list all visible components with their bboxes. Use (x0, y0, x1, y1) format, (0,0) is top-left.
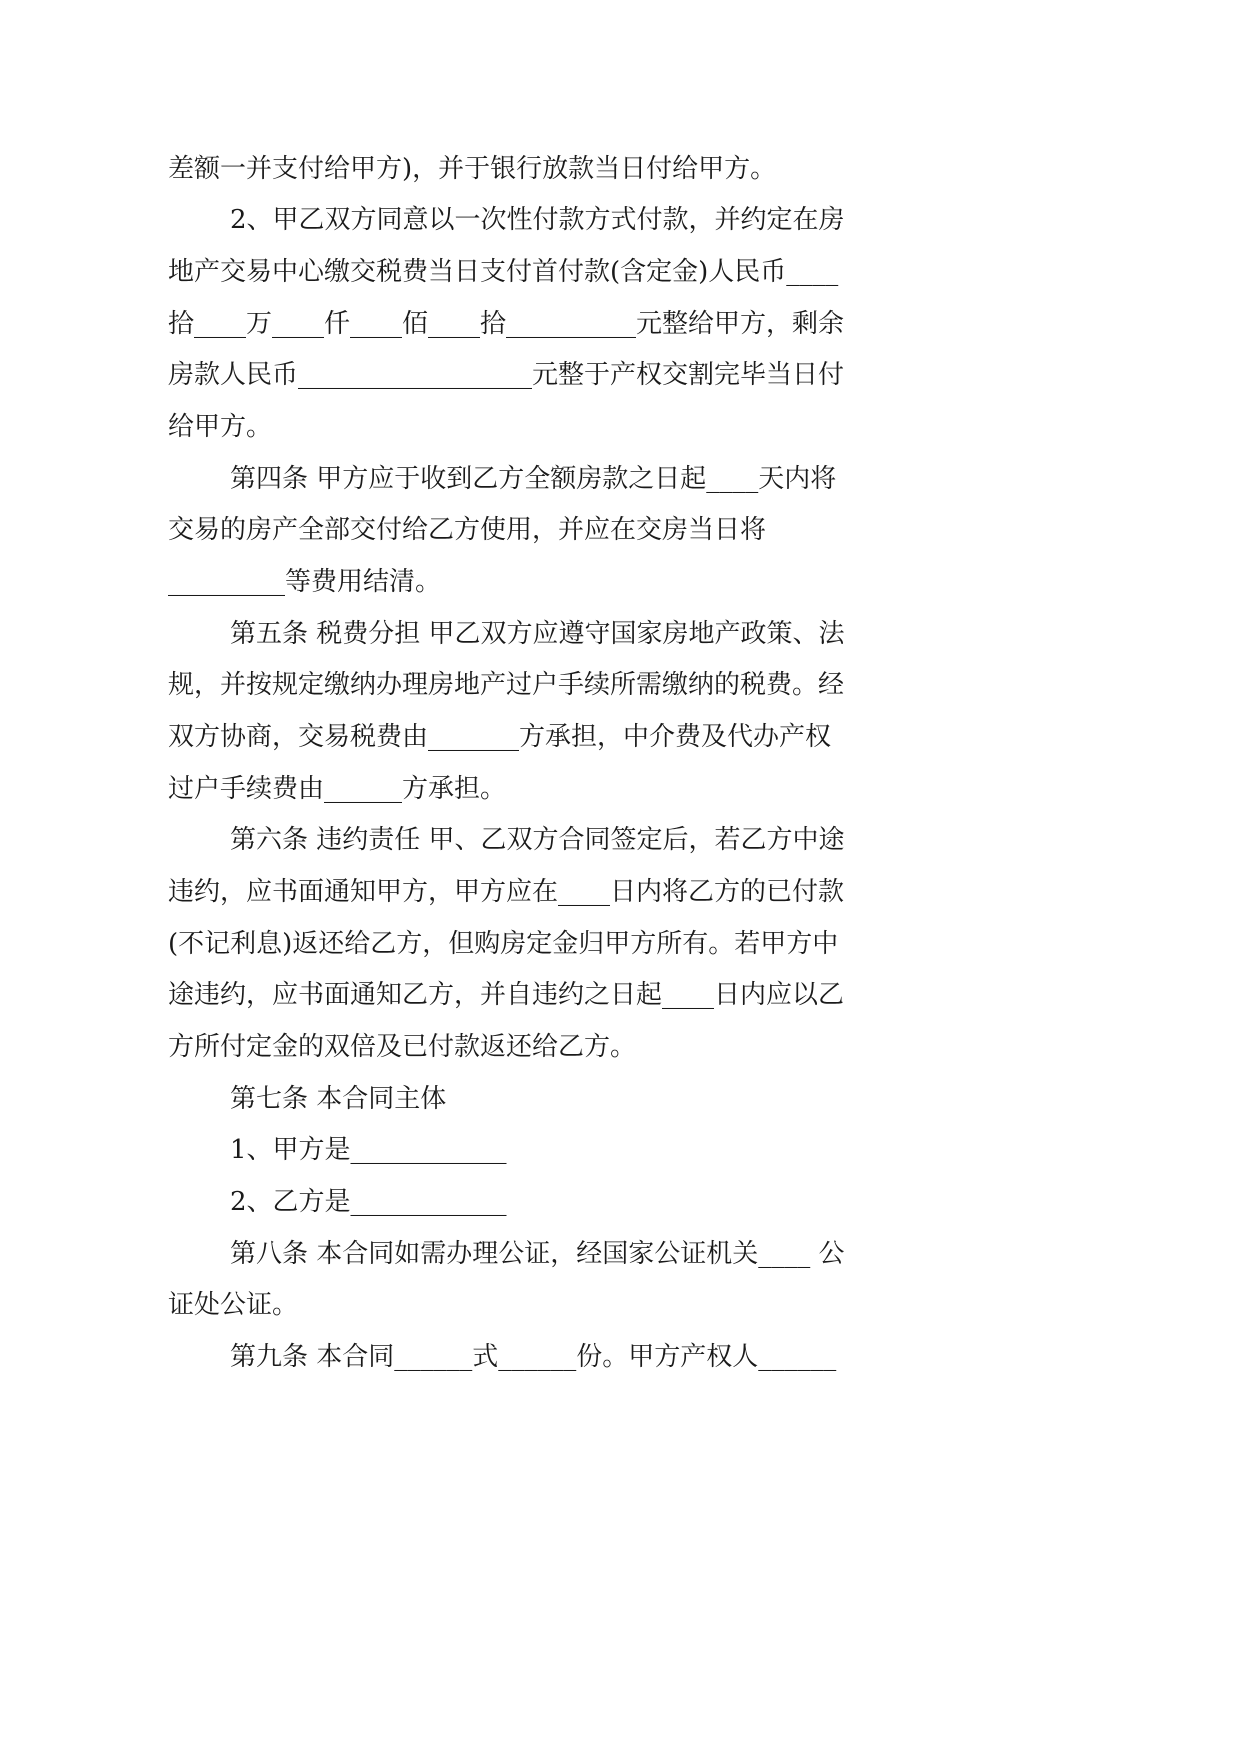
text-line: 第四条 甲方应于收到乙方全额房款之日起____天内将 (230, 464, 837, 494)
text-line: 拾____万____仟____佰____拾__________元整给甲方，剩余 (168, 309, 845, 339)
text-line: 规，并按规定缴纳办理房地产过户手续所需缴纳的税费。经 (168, 670, 845, 700)
text-line: 交易的房产全部交付给乙方使用，并应在交房当日将 (168, 515, 767, 545)
text-line: 过户手续费由______方承担。 (168, 774, 507, 804)
text-line: 违约，应书面通知甲方，甲方应在____日内将乙方的已付款 (168, 877, 845, 907)
text-line: 第五条 税费分担 甲乙双方应遵守国家房地产政策、法 (230, 619, 845, 649)
text-line: 证处公证。 (168, 1290, 299, 1320)
text-line: 给甲方。 (168, 412, 273, 442)
text-line: 房款人民币__________________元整于产权交割完毕当日付 (168, 360, 845, 390)
text-line: 第七条 本合同主体 (230, 1084, 447, 1114)
text-line: 地产交易中心缴交税费当日支付首付款(含定金)人民币____ (168, 257, 839, 287)
text-line: _________等费用结清。 (168, 567, 442, 597)
text-line: 1、甲方是____________ (230, 1135, 507, 1165)
text-line: 2、甲乙双方同意以一次性付款方式付款，并约定在房 (230, 205, 845, 235)
text-line: 第八条 本合同如需办理公证，经国家公证机关____ 公 (230, 1239, 845, 1269)
text-line: 途违约，应书面通知乙方，并自违约之日起____日内应以乙 (168, 980, 845, 1010)
text-line: 方所付定金的双倍及已付款返还给乙方。 (168, 1032, 637, 1062)
text-line: 差额一并支付给甲方)，并于银行放款当日付给甲方。 (168, 154, 777, 184)
text-line: 2、乙方是____________ (230, 1187, 507, 1217)
text-line: 第九条 本合同______式______份。甲方产权人______ (230, 1342, 837, 1372)
text-line: 第六条 违约责任 甲、乙双方合同签定后，若乙方中途 (230, 825, 845, 855)
text-line: 双方协商，交易税费由_______方承担，中介费及代办产权 (168, 722, 832, 752)
text-line: (不记利息)返还给乙方，但购房定金归甲方所有。若甲方中 (168, 929, 839, 959)
